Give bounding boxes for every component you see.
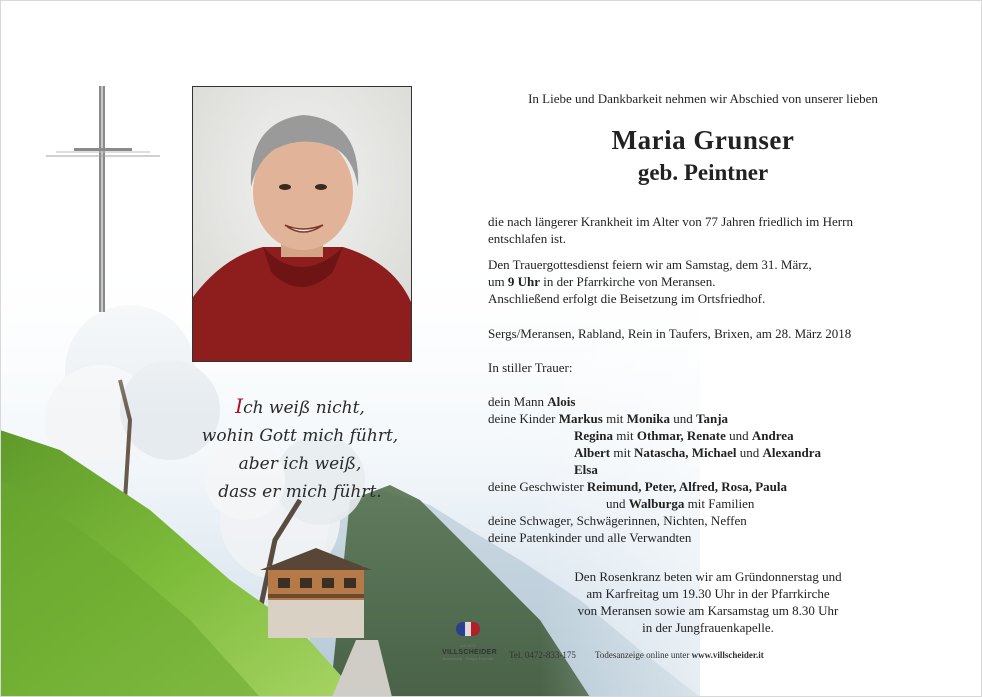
villscheider-logo-icon <box>454 618 482 640</box>
grandchild-2-name: Andrea <box>751 428 794 443</box>
partner-1-name: Monika <box>626 411 671 426</box>
grandchild-3-name: Alexandra <box>762 445 821 460</box>
death-paragraph <box>488 213 928 247</box>
sibling-suffix: mit Familien <box>684 496 755 511</box>
family-row-child-3 <box>488 444 928 461</box>
rosary-paragraph <box>548 568 868 636</box>
und-2: und <box>725 428 752 443</box>
mit-2: mit <box>613 428 637 443</box>
family-list <box>488 393 928 546</box>
family-row-husband <box>488 393 928 410</box>
rosary-line-1: Den Rosenkranz beten wir am Gründonnerstag und <box>574 569 842 584</box>
poem-line-2: wohin Gott mich führt, <box>201 426 399 446</box>
siblings-prefix: deine Geschwister <box>488 479 587 494</box>
cross-icon <box>46 86 160 312</box>
footer-phone: Tel. 0472-833-175 <box>509 650 576 660</box>
birth-name: geb. Peintner <box>637 160 769 185</box>
child-2-name: Regina <box>574 428 613 443</box>
family-row-grandchild <box>488 461 928 478</box>
partner-3-name: Natascha, Michael <box>633 445 737 460</box>
mourning-label: In stiller Trauer: <box>488 360 573 375</box>
mit-3: mit <box>610 445 634 460</box>
logo-since: seit 1872 <box>459 643 477 648</box>
death-line-1: die nach längerer Krankheit im Alter von 77 Jahren friedlich im Herrn <box>488 214 853 229</box>
grandchild-4-name: Elsa <box>574 462 598 477</box>
und-4: und <box>606 496 629 511</box>
siblings-names: Reimund, Peter, Alfred, Rosa, Paula <box>586 479 787 494</box>
partner-2-name: Othmar, Renate <box>636 428 726 443</box>
child-1-name: Markus <box>558 411 603 426</box>
family-row-siblings-2 <box>488 495 928 512</box>
footer-online-url[interactable]: www.villscheider.it <box>691 650 764 660</box>
service-time: 9 Uhr <box>507 274 541 289</box>
poem-line-3: aber ich weiß, <box>238 454 362 474</box>
service-line-3: Anschließend erfolgt die Beisetzung im Ortsfriedhof. <box>488 291 766 306</box>
place-date: Sergs/Meransen, Rabland, Rein in Taufers, Brixen, am 28. März 2018 <box>488 326 852 341</box>
deceased-name: Maria Grunser <box>611 125 795 155</box>
service-line-2-pre: um <box>488 274 508 289</box>
service-paragraph <box>488 256 928 307</box>
intro-text: In Liebe und Dankbarkeit nehmen wir Abschied von unserer lieben <box>528 91 878 106</box>
family-row-child-2 <box>488 427 928 444</box>
logo-name: VILLSCHEIDER <box>442 649 497 656</box>
rosary-line-3: von Meransen sowie am Karsamstag um 8.30 Uhr <box>577 603 839 618</box>
family-row-inlaws: deine Schwager, Schwägerinnen, Nichten, Neffen <box>488 513 747 528</box>
und-3: und <box>736 445 763 460</box>
family-row-siblings <box>488 478 928 495</box>
footer-online <box>595 650 764 660</box>
sibling-last-name: Walburga <box>628 496 685 511</box>
service-line-2-post: in der Pfarrkirche von Meransen. <box>540 274 716 289</box>
husband-prefix: dein Mann <box>488 394 548 409</box>
grandchild-1-name: Tanja <box>696 411 729 426</box>
family-row-godchildren: deine Patenkinder und alle Verwandten <box>488 530 692 545</box>
children-prefix: deine Kinder <box>488 411 559 426</box>
service-line-1: Den Trauergottesdienst feiern wir am Samstag, dem 31. März, <box>488 257 812 272</box>
mit-1: mit <box>602 411 627 426</box>
poem-initial: I <box>235 394 244 418</box>
rosary-line-2: am Karfreitag um 19.30 Uhr in der Pfarrkirche <box>586 586 830 601</box>
death-line-2: entschlafen ist. <box>488 231 566 246</box>
poem-line-1 <box>175 392 425 422</box>
logo-tagline: Bestattung · Tempo Funerali <box>442 656 494 661</box>
footer-online-prefix: Todesanzeige online unter <box>595 650 692 660</box>
und-1: und <box>670 411 697 426</box>
portrait-image <box>193 87 411 361</box>
family-row-child-1 <box>488 410 928 427</box>
rosary-line-4: in der Jungfrauenkapelle. <box>642 620 774 635</box>
child-3-name: Albert <box>574 445 611 460</box>
villscheider-logo <box>442 618 497 668</box>
portrait-photo <box>192 86 412 362</box>
poem-line-4: dass er mich führt. <box>218 482 382 502</box>
poem <box>175 392 425 506</box>
poem-line-1-text: ch weiß nicht, <box>243 398 365 418</box>
husband-name: Alois <box>547 394 576 409</box>
